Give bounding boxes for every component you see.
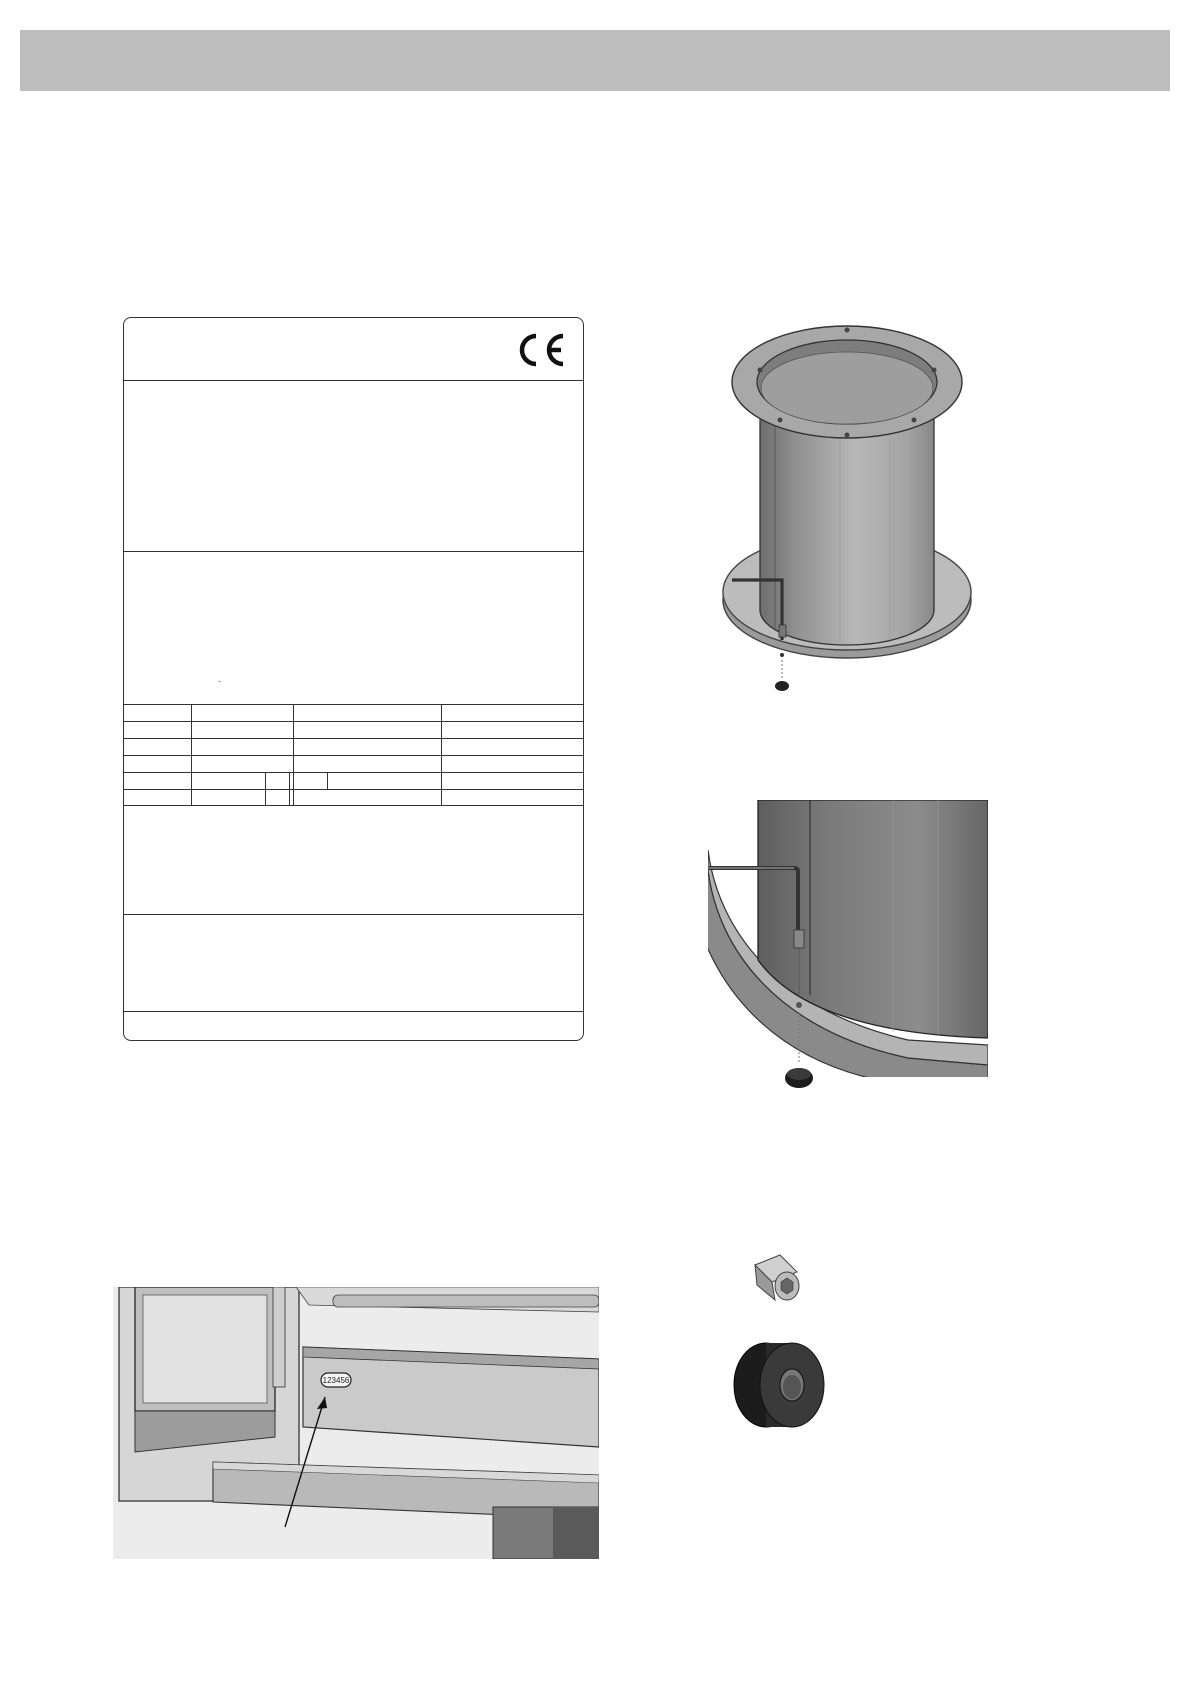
plate-divider [124, 380, 583, 381]
set-screw-figure [735, 1250, 835, 1310]
chimney-collar-assembly-figure [720, 310, 980, 710]
serial-label-text: 123456 [322, 1376, 350, 1385]
plate-footer [124, 1024, 583, 1036]
plate-divider [124, 1011, 583, 1012]
plate-divider [124, 805, 583, 806]
plate-divider [124, 551, 583, 552]
ce-mark-icon [511, 330, 569, 370]
rubber-foot-figure [730, 1330, 830, 1430]
plate-divider [124, 914, 583, 915]
header-band [20, 30, 1170, 91]
collar-base-detail-figure [708, 800, 988, 1100]
plate-table-top [124, 704, 583, 705]
stove-serial-label-figure [113, 1287, 599, 1559]
data-plate: - [123, 317, 584, 1041]
